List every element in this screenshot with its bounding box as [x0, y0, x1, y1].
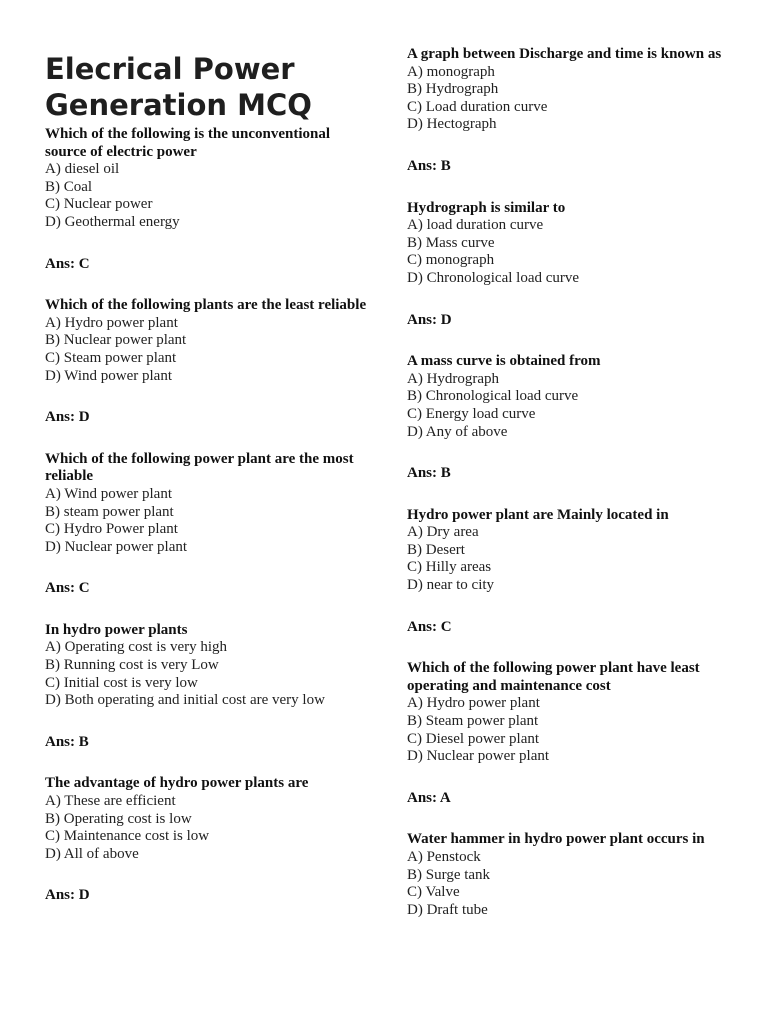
- correct-answer: Ans: B: [45, 733, 89, 750]
- right-question-list: [407, 46, 737, 919]
- mcq-item: [407, 353, 737, 483]
- correct-answer: Ans: B: [407, 465, 451, 482]
- question-text: Which of the following power plant are the most reliable: [45, 450, 354, 485]
- mcq-item: [45, 126, 375, 273]
- answer-option: B) Running cost is very Low: [45, 657, 219, 674]
- answer-option: A) Hydro power plant: [45, 314, 178, 331]
- answer-option: C) Load duration curve: [407, 98, 548, 115]
- mcq-item: [407, 660, 737, 807]
- answer-option: A) Dry area: [407, 524, 479, 541]
- correct-answer: Ans: C: [407, 618, 452, 635]
- answer-option: C) Energy load curve: [407, 405, 536, 422]
- left-question-list: [45, 126, 375, 905]
- question-text: Water hammer in hydro power plant occurs in: [407, 831, 705, 848]
- answer-option: A) diesel oil: [45, 161, 120, 178]
- answer-option: D) near to city: [407, 577, 495, 594]
- answer-option: A) Penstock: [407, 849, 481, 865]
- question-text: A mass curve is obtained from: [407, 353, 601, 370]
- right-column: [407, 0, 737, 919]
- answer-option: D) Nuclear power plant: [45, 538, 188, 555]
- correct-answer: Ans: C: [45, 255, 90, 272]
- question-text: A graph between Discharge and time is known as: [407, 46, 722, 62]
- answer-option: C) Hilly areas: [407, 559, 492, 576]
- correct-answer: Ans: C: [45, 580, 90, 597]
- correct-answer: Ans: B: [407, 157, 451, 174]
- question-text: Which of the following plants are the least reliable: [45, 297, 367, 314]
- answer-option: D) Hectograph: [407, 116, 497, 133]
- question-text: The advantage of hydro power plants are: [45, 775, 309, 792]
- answer-option: A) Hydro power plant: [407, 695, 540, 712]
- answer-option: D) Geothermal energy: [45, 213, 180, 230]
- answer-option: C) Valve: [407, 884, 460, 901]
- answer-option: B) Nuclear power plant: [45, 332, 187, 349]
- answer-option: B) Operating cost is low: [45, 810, 192, 827]
- answer-option: C) Hydro Power plant: [45, 521, 178, 538]
- answer-option: B) steam power plant: [45, 503, 174, 520]
- answer-option: B) Surge tank: [407, 866, 491, 883]
- answer-option: B) Mass curve: [407, 234, 495, 251]
- answer-option: D) Chronological load curve: [407, 269, 580, 286]
- answer-option: C) Nuclear power: [45, 196, 153, 213]
- mcq-item: [407, 200, 737, 330]
- mcq-item: [407, 46, 737, 176]
- answer-option: C) Diesel power plant: [407, 730, 540, 747]
- answer-option: D) All of above: [45, 845, 139, 862]
- mcq-item: [407, 831, 737, 919]
- mcq-item: [45, 451, 375, 598]
- answer-option: D) Any of above: [407, 423, 508, 440]
- page-title: Elecrical Power Generation MCQ: [45, 52, 312, 122]
- mcq-item: [45, 297, 375, 427]
- answer-option: A) Operating cost is very high: [45, 639, 228, 656]
- answer-option: C) Initial cost is very low: [45, 674, 198, 691]
- correct-answer: Ans: A: [407, 789, 451, 806]
- answer-option: C) Steam power plant: [45, 349, 177, 366]
- answer-option: A) Hydrograph: [407, 370, 500, 387]
- correct-answer: Ans: D: [407, 311, 452, 328]
- answer-option: A) load duration curve: [407, 217, 544, 234]
- answer-option: D) Wind power plant: [45, 367, 173, 384]
- question-text: Hydrograph is similar to: [407, 199, 566, 216]
- answer-option: C) Maintenance cost is low: [45, 828, 210, 845]
- left-column: [45, 0, 375, 929]
- answer-option: A) monograph: [407, 63, 495, 80]
- answer-option: D) Both operating and initial cost are very low: [45, 692, 325, 709]
- answer-option: B) Coal: [45, 178, 93, 195]
- mcq-item: [45, 622, 375, 752]
- answer-option: B) Steam power plant: [407, 713, 539, 730]
- question-text: In hydro power plants: [45, 621, 188, 638]
- question-text: Hydro power plant are Mainly located in: [407, 506, 669, 523]
- correct-answer: Ans: D: [45, 887, 90, 904]
- answer-option: A) These are efficient: [45, 793, 176, 810]
- mcq-item: [45, 775, 375, 905]
- answer-option: B) Hydrograph: [407, 81, 499, 98]
- answer-option: A) Wind power plant: [45, 485, 173, 502]
- answer-option: B) Desert: [407, 541, 465, 558]
- question-text: Which of the following is the unconventional source of electric power: [45, 126, 331, 160]
- mcq-item: [407, 507, 737, 637]
- correct-answer: Ans: D: [45, 409, 90, 426]
- question-text: Which of the following power plant have least operating and maintenance cost: [407, 660, 700, 694]
- answer-option: D) Draft tube: [407, 901, 488, 918]
- answer-option: C) monograph: [407, 252, 495, 269]
- answer-option: B) Chronological load curve: [407, 388, 579, 405]
- answer-option: D) Nuclear power plant: [407, 748, 550, 765]
